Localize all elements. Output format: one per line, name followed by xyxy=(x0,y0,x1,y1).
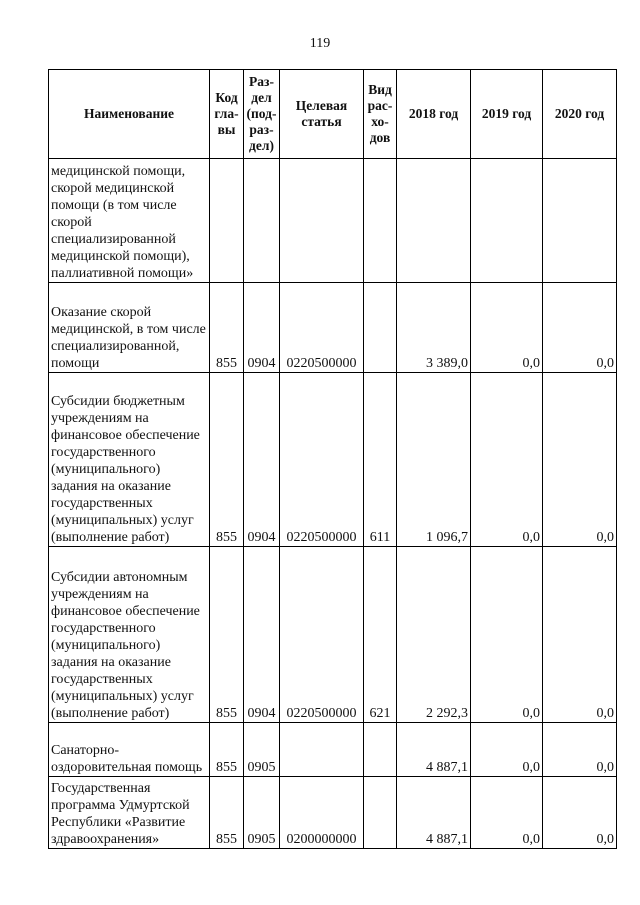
row-2018: 1 096,7 xyxy=(397,373,471,547)
row-glava: 855 xyxy=(210,373,244,547)
row-razdel: 0905 xyxy=(244,723,280,777)
row-celevaya: 0220500000 xyxy=(280,373,364,547)
header-razdel: Раз- дел (под- раз- дел) xyxy=(244,70,280,159)
row-celevaya xyxy=(280,723,364,777)
row-name: Субсидии бюджетным учреждениям на финансовое обеспечение государственного (муниципального) задания на оказание государственных (муниципальных) услуг (выполнение работ) xyxy=(49,373,210,547)
row-celevaya xyxy=(280,159,364,283)
row-2020 xyxy=(543,159,617,283)
row-2020: 0,0 xyxy=(543,723,617,777)
row-2018: 4 887,1 xyxy=(397,723,471,777)
header-celevaya: Целевая статья xyxy=(280,70,364,159)
row-razdel: 0904 xyxy=(244,547,280,723)
row-vid xyxy=(364,723,397,777)
table-row xyxy=(49,283,617,373)
row-2020: 0,0 xyxy=(543,777,617,849)
row-celevaya: 0220500000 xyxy=(280,547,364,723)
header-name: Наименование xyxy=(49,70,210,159)
row-2018: 2 292,3 xyxy=(397,547,471,723)
row-razdel: 0904 xyxy=(244,373,280,547)
row-2019 xyxy=(471,159,543,283)
header-glava: Код гла- вы xyxy=(210,70,244,159)
row-2019: 0,0 xyxy=(471,547,543,723)
table-row xyxy=(49,373,617,547)
row-name: Санаторно-оздоровительная помощь xyxy=(49,723,210,777)
header-2020: 2020 год xyxy=(543,70,617,159)
row-celevaya: 0220500000 xyxy=(280,283,364,373)
row-vid: 611 xyxy=(364,373,397,547)
row-vid xyxy=(364,159,397,283)
row-razdel: 0905 xyxy=(244,777,280,849)
row-2020: 0,0 xyxy=(543,283,617,373)
row-razdel xyxy=(244,159,280,283)
row-glava: 855 xyxy=(210,547,244,723)
row-glava: 855 xyxy=(210,777,244,849)
row-glava xyxy=(210,159,244,283)
row-2019: 0,0 xyxy=(471,777,543,849)
page-number: 119 xyxy=(309,36,331,51)
header-2018: 2018 год xyxy=(397,70,471,159)
row-name: Субсидии автономным учреждениям на финансовое обеспечение государственного (муниципального) задания на оказание государственных (муниципальных) услуг (выполнение работ) xyxy=(49,547,210,723)
header-2019: 2019 год xyxy=(471,70,543,159)
row-glava: 855 xyxy=(210,723,244,777)
row-vid xyxy=(364,777,397,849)
row-2019: 0,0 xyxy=(471,373,543,547)
row-celevaya: 0200000000 xyxy=(280,777,364,849)
row-2019: 0,0 xyxy=(471,283,543,373)
row-2018: 3 389,0 xyxy=(397,283,471,373)
table-row xyxy=(49,547,617,723)
header-vid: Вид рас- хо- дов xyxy=(364,70,397,159)
row-2018: 4 887,1 xyxy=(397,777,471,849)
row-name: Государственная программа Удмуртской Республики «Развитие здравоохранения» xyxy=(49,777,210,849)
row-vid xyxy=(364,283,397,373)
row-2018 xyxy=(397,159,471,283)
row-vid: 621 xyxy=(364,547,397,723)
budget-table xyxy=(48,69,617,849)
table-row xyxy=(49,159,617,283)
row-2020: 0,0 xyxy=(543,547,617,723)
row-glava: 855 xyxy=(210,283,244,373)
row-2019: 0,0 xyxy=(471,723,543,777)
table-header-row xyxy=(49,70,617,159)
row-2020: 0,0 xyxy=(543,373,617,547)
table-row xyxy=(49,777,617,849)
table-row xyxy=(49,723,617,777)
row-name: медицинской помощи, скорой медицинской помощи (в том числе скорой специализированной медицинской помощи), паллиативной помощи» xyxy=(49,159,210,283)
row-razdel: 0904 xyxy=(244,283,280,373)
row-name: Оказание скорой медицинской, в том числе специализированной, помощи xyxy=(49,283,210,373)
